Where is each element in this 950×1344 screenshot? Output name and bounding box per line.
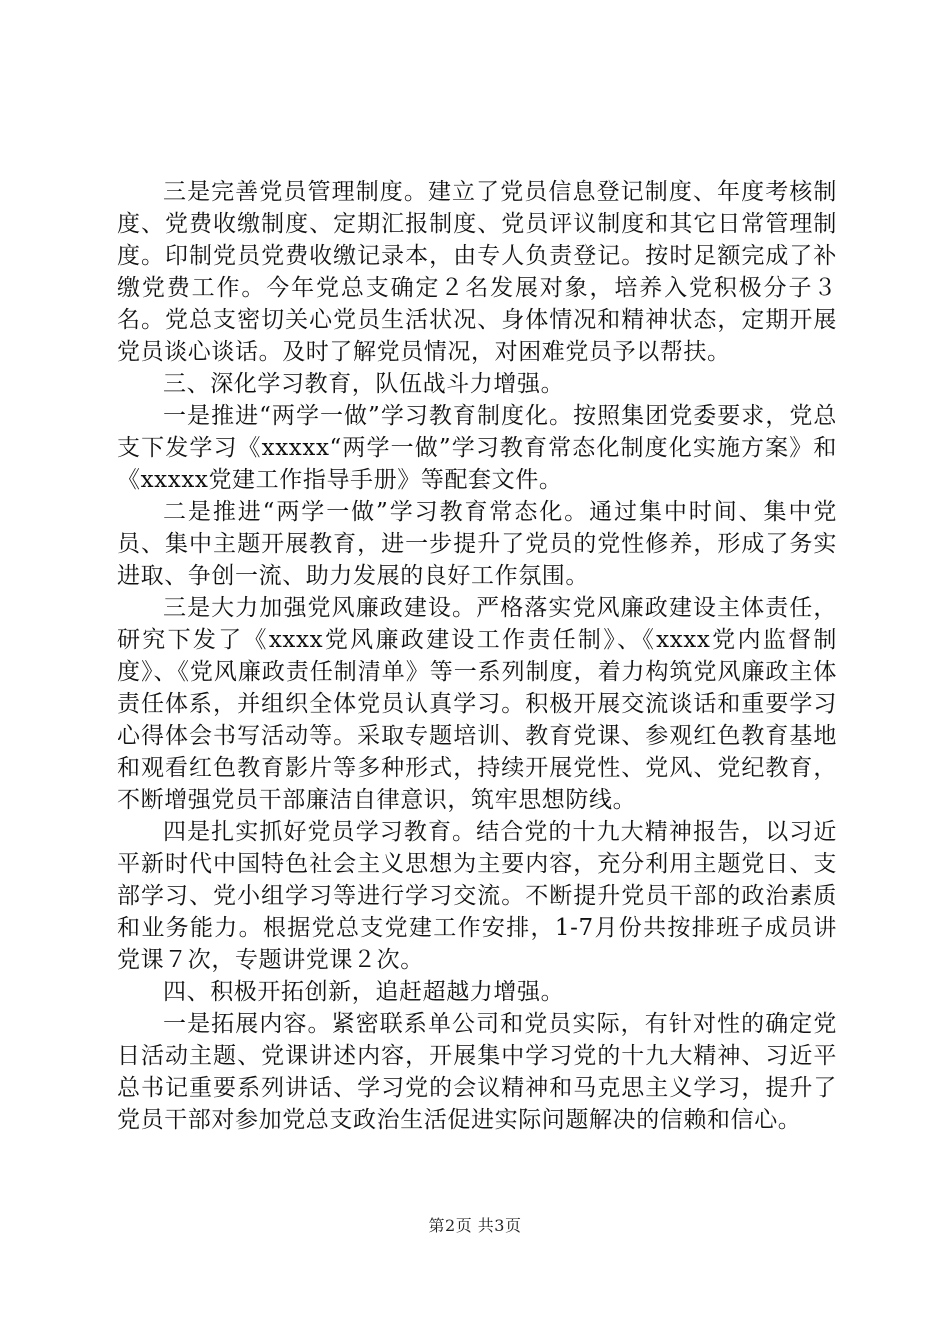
- paragraph-member-education: 四是扎实抓好党员学习教育。结合党的十九大精神报告，以习近平新时代中国特色社会主义思想为主要内容，充分利用主题党日、支部学习、党小组学习等进行学习交流。不断提升党员干部的政治素质和业务能力。根据党总支党建工作安排，1-7月份共按排班子成员讲党课７次，专题讲党课２次。: [117, 819, 837, 973]
- paragraph-expand-content: 一是拓展内容。紧密联系单公司和党员实际，有针对性的确定党日活动主题、党课讲述内容，开展集中学习党的十九大精神、习近平总书记重要系列讲话、学习党的会议精神和马克思主义学习，提升了党员干部对参加党总支政治生活促进实际问题解决的信赖和信心。: [117, 1011, 837, 1133]
- paragraph-member-management: 三是完善党员管理制度。建立了党员信息登记制度、年度考核制度、党费收缴制度、定期汇报制度、党员评议制度和其它日常管理制度。印制党员党费收缴记录本，由专人负责登记。按时足额完成了补缴党费工作。今年党总支确定２名发展对象，培养入党积极分子３名。党总支密切关心党员生活状况、身体情况和精神状态，定期开展党员谈心谈话。及时了解党员情况，对困难党员予以帮扶。: [117, 179, 837, 365]
- paragraph-integrity-building: 三是大力加强党风廉政建设。严格落实党风廉政建设主体责任，研究下发了《xxxx党风廉政建设工作责任制》、《xxxx党内监督制度》、《党风廉政责任制清单》等一系列制度，着力构筑党风廉政主体责任体系，并组织全体党员认真学习。积极开展交流谈话和重要学习心得体会书写活动等。采取专题培训、教育党课、参观红色教育基地和观看红色教育影片等多种形式，持续开展党性、党风、党纪教育，不断增强党员干部廉洁自律意识，筑牢思想防线。: [117, 595, 837, 813]
- paragraph-normalization: 二是推进“两学一做”学习教育常态化。通过集中时间、集中党员、集中主题开展教育，进一步提升了党员的党性修养，形成了务实进取、争创一流、助力发展的良好工作氛围。: [117, 499, 837, 589]
- paragraph-institutionalization: 一是推进“两学一做”学习教育制度化。按照集团党委要求，党总支下发学习《xxxxx“两学一做”学习教育常态化制度化实施方案》和《xxxxx党建工作指导手册》等配套文件。: [117, 403, 837, 493]
- document-body: [117, 176, 837, 1136]
- heading-section-three: 三、深化学习教育，队伍战斗力增强。: [163, 371, 565, 397]
- heading-section-four: 四、积极开拓创新，追赶超越力增强。: [163, 979, 565, 1005]
- page-number-footer: 第2页 共3页: [428, 1216, 522, 1235]
